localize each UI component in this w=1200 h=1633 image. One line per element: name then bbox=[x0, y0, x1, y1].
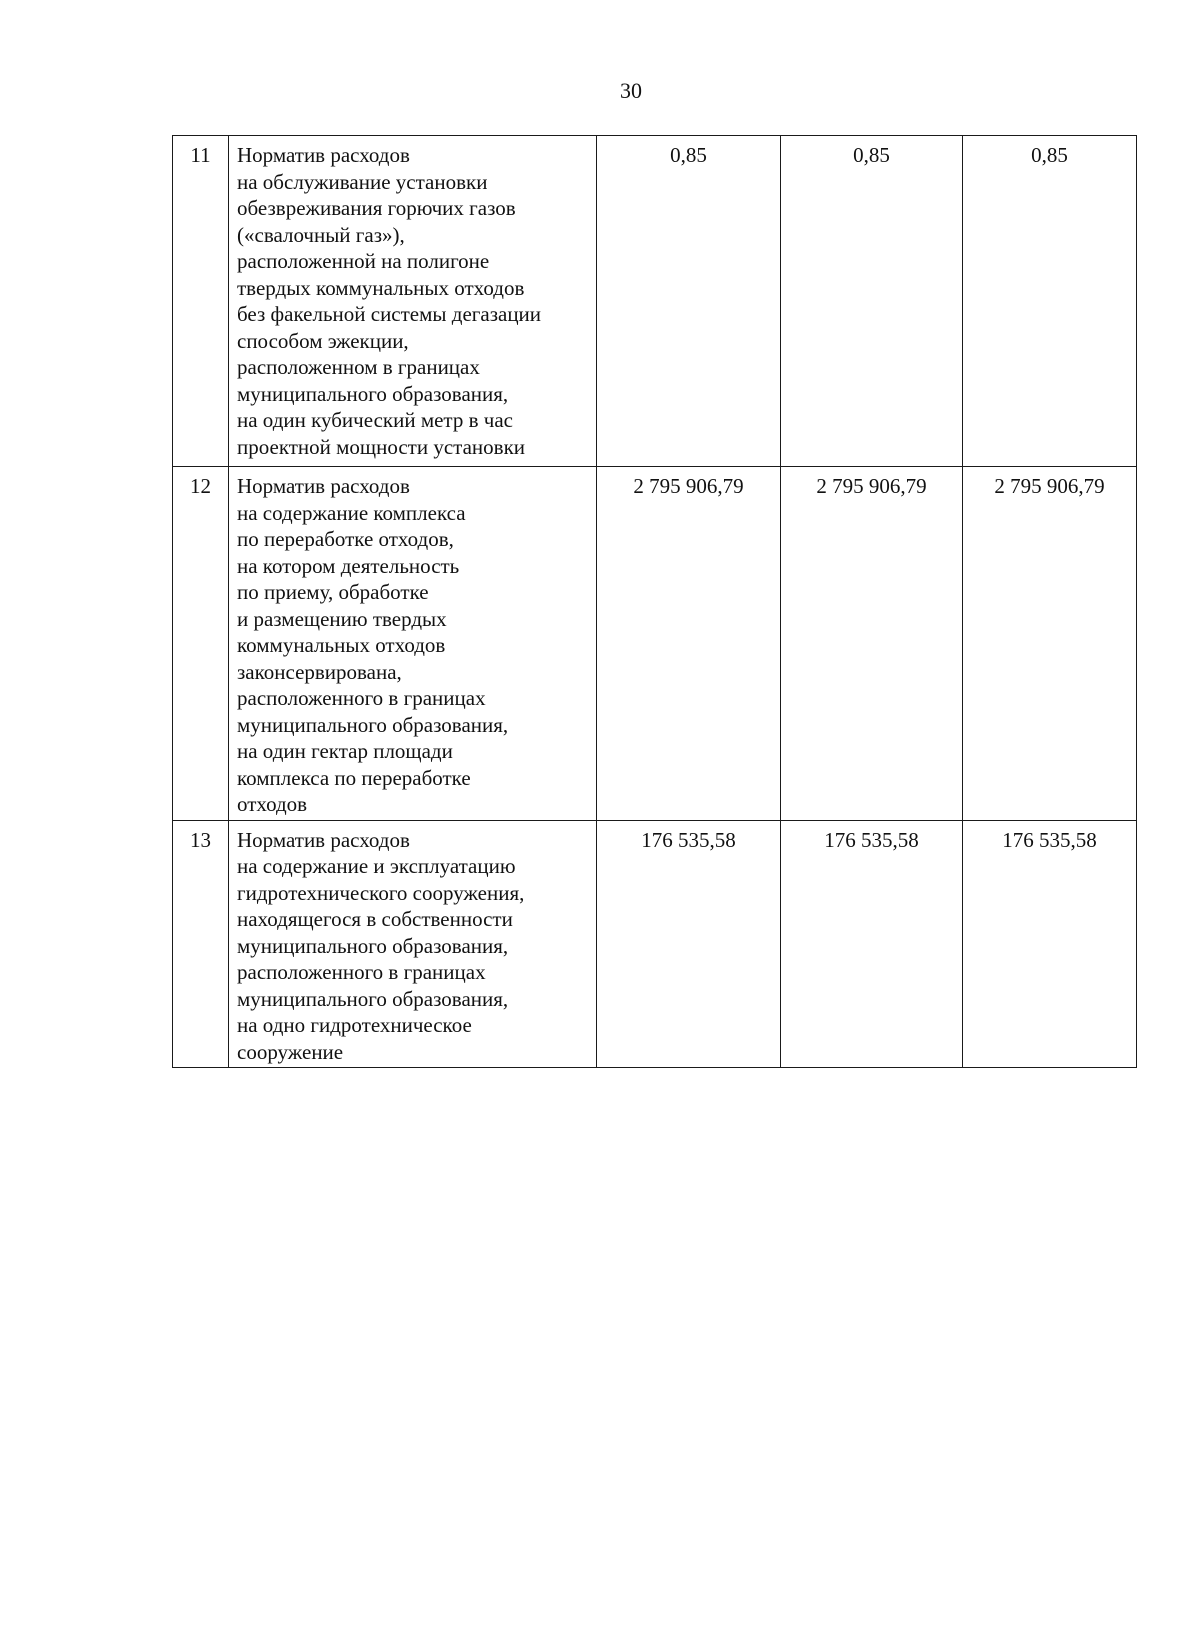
row-number: 13 bbox=[173, 820, 229, 1068]
description-line: проектной мощности установки bbox=[237, 434, 526, 459]
description-line: на обслуживание установки bbox=[237, 169, 488, 194]
description-line: муниципального образования, bbox=[237, 986, 509, 1011]
description-line: муниципального образования, bbox=[237, 933, 509, 958]
description-line: на одно гидротехническое bbox=[237, 1013, 472, 1037]
row-number: 12 bbox=[173, 467, 229, 821]
description-line: твердых коммунальных отходов bbox=[237, 275, 525, 300]
table-row bbox=[173, 467, 1137, 821]
value-cell: 0,85 bbox=[597, 136, 781, 467]
value-cell: 0,85 bbox=[963, 136, 1137, 467]
description-line: на один кубический метр в час bbox=[237, 408, 513, 432]
row-description bbox=[229, 467, 597, 821]
value-cell: 176 535,58 bbox=[597, 820, 781, 1068]
description-line: способом эжекции, bbox=[237, 328, 409, 353]
description-line: комплекса по переработке bbox=[237, 765, 471, 790]
value-cell: 0,85 bbox=[781, 136, 963, 467]
description-line: муниципального образования, bbox=[237, 381, 509, 406]
description-line: на котором деятельность bbox=[237, 553, 460, 578]
value-cell: 176 535,58 bbox=[963, 820, 1137, 1068]
description-line: расположенного в границах bbox=[237, 960, 486, 984]
description-line: на содержание и эксплуатацию bbox=[237, 854, 516, 878]
row-description bbox=[229, 136, 597, 467]
description-line: сооружение bbox=[237, 1039, 344, 1064]
description-line: законсервирована, bbox=[237, 659, 402, 684]
description-line: без факельной системы дегазации bbox=[237, 302, 542, 326]
description-line: и размещению твердых bbox=[237, 606, 447, 631]
table-row bbox=[173, 136, 1137, 467]
description-line: отходов bbox=[237, 792, 308, 816]
norms-table bbox=[172, 135, 1137, 1068]
description-line: на один гектар площади bbox=[237, 739, 453, 763]
description-line: на содержание комплекса bbox=[237, 500, 466, 525]
row-description bbox=[229, 820, 597, 1068]
page-number: 30 bbox=[620, 78, 642, 103]
description-line: расположенной на полигоне bbox=[237, 249, 490, 273]
description-line: Норматив расходов bbox=[237, 474, 410, 498]
description-line: находящегося в собственности bbox=[237, 907, 513, 931]
value-cell: 2 795 906,79 bbox=[781, 467, 963, 821]
value-cell: 2 795 906,79 bbox=[963, 467, 1137, 821]
value-cell: 2 795 906,79 bbox=[597, 467, 781, 821]
description-line: Норматив расходов bbox=[237, 143, 410, 167]
description-line: («свалочный газ»), bbox=[237, 222, 405, 247]
description-line: гидротехнического сооружения, bbox=[237, 880, 525, 905]
description-line: по приему, обработке bbox=[237, 580, 429, 604]
description-line: расположенного в границах bbox=[237, 686, 486, 710]
description-line: муниципального образования, bbox=[237, 712, 509, 737]
row-number: 11 bbox=[173, 136, 229, 467]
description-line: расположенном в границах bbox=[237, 355, 480, 379]
value-cell: 176 535,58 bbox=[781, 820, 963, 1068]
description-line: по переработке отходов, bbox=[237, 527, 454, 551]
description-line: обезвреживания горючих газов bbox=[237, 196, 516, 220]
description-line: Норматив расходов bbox=[237, 827, 410, 852]
table-row bbox=[173, 820, 1137, 1068]
description-line: коммунальных отходов bbox=[237, 633, 446, 657]
